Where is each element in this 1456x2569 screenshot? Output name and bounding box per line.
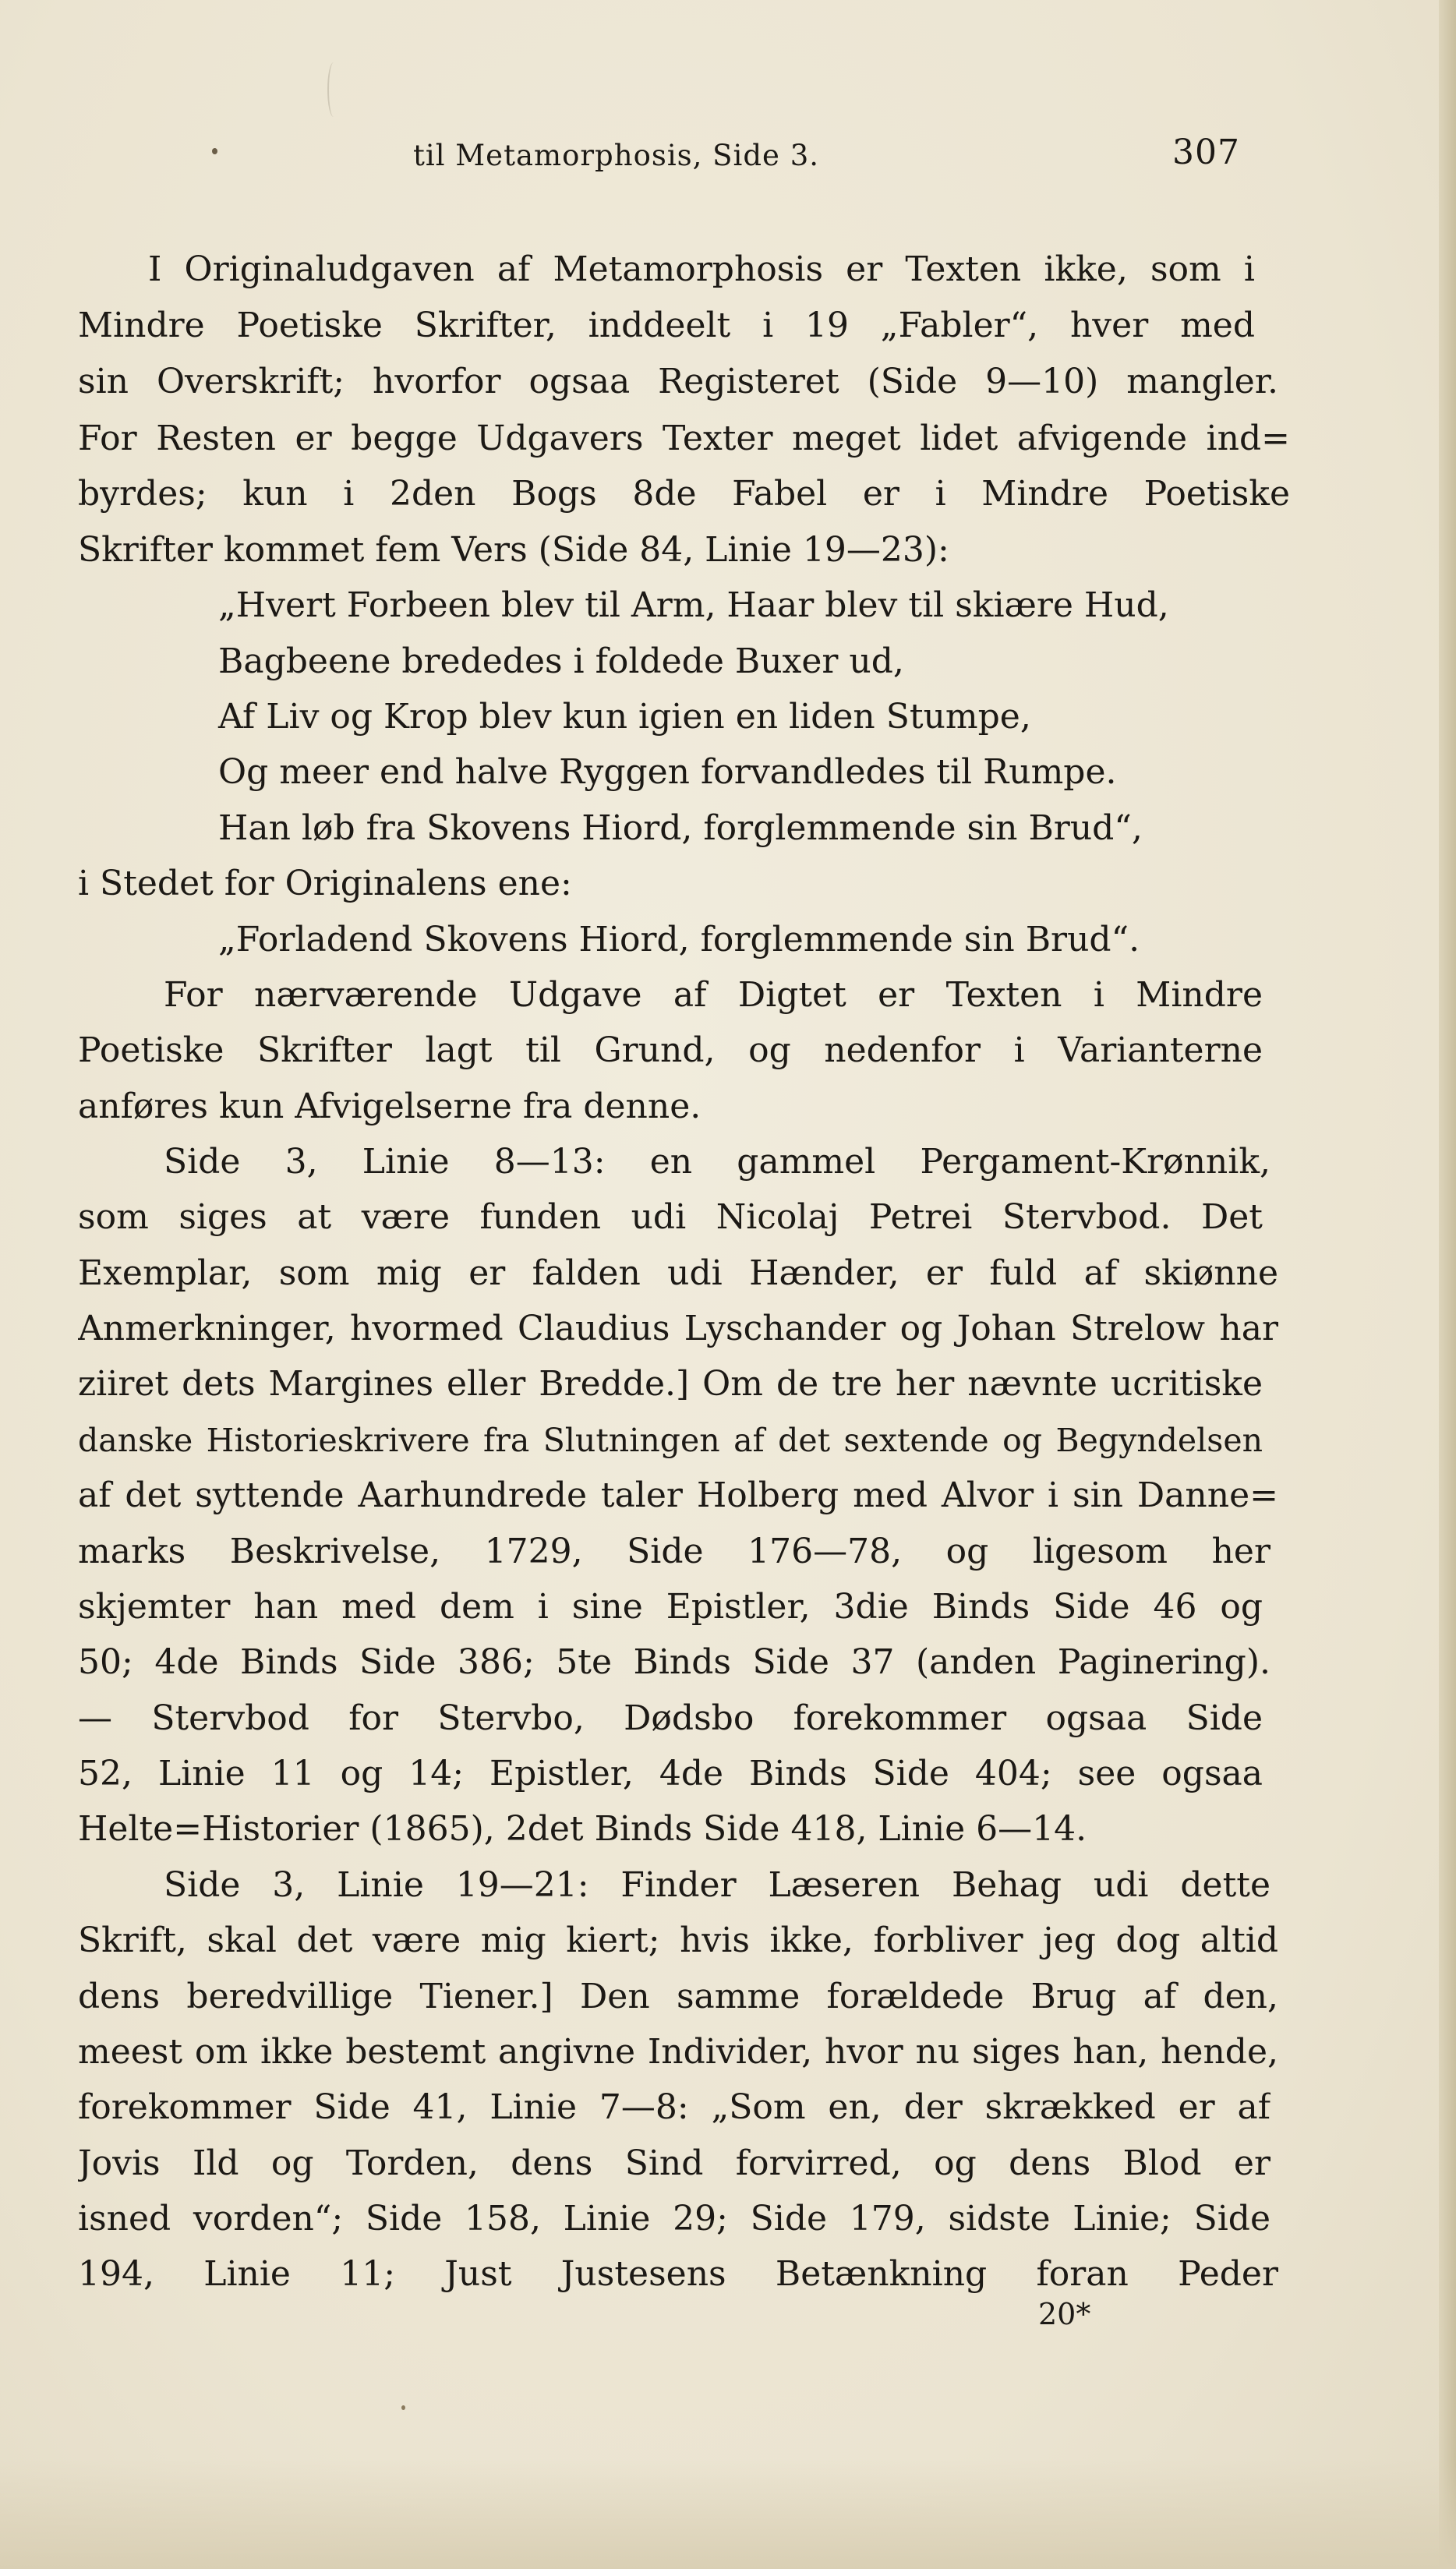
text-line: For Resten er begge Udgavers Texter meget lidet afvigende ind= [78,419,1290,458]
text-line: meest om ikke bestemt angivne Individer, hvor nu siges han, hende, [78,2032,1278,2072]
text-line: I Originaludgaven af Metamorphosis er Texten ikke, som i [148,249,1255,289]
text-line: danske Historieskrivere fra Slutningen af det sextende og Begyndelsen [78,1422,1263,1459]
text-line: skjemter han med dem i sine Epistler, 3die Binds Side 46 og [78,1587,1263,1627]
verse-line: „Hvert Forbeen blev til Arm, Haar blev til skiære Hud, [218,585,1169,625]
text-line: sin Overskrift; hvorfor ogsaa Registeret (Side 9—10) mangler. [78,362,1278,401]
text-line: Helte=Historier (1865), 2det Binds Side 418, Linie 6—14. [78,1809,1087,1849]
text-line: Poetiske Skrifter lagt til Grund, og nedenfor i Varianterne [78,1030,1263,1070]
verse-line: Han løb fra Skovens Hiord, forglemmende sin Brud“, [218,808,1143,848]
verse-line: Bagbeene brededes i foldede Buxer ud, [218,641,904,681]
running-title: til Metamorphosis, Side 3. [413,139,820,172]
page-number: 307 [1172,133,1240,172]
text-line: af det syttende Aarhundrede taler Holberg med Alvor i sin Danne= [78,1475,1278,1515]
page-edge-bottom [0,2460,1456,2569]
verse-line: Af Liv og Krop blev kun igien en liden Stumpe, [218,697,1031,737]
text-line: ziiret dets Margines eller Bredde.] Om de tre her nævnte ucritiske [78,1364,1263,1404]
text-line: marks Beskrivelse, 1729, Side 176—78, og ligesom her [78,1532,1270,1571]
text-line: Exemplar, som mig er falden udi Hænder, er fuld af skiønne [78,1253,1278,1293]
text-line: i Stedet for Originalens ene: [78,864,572,903]
text-line: dens beredvillige Tiener.] Den samme forældede Brug af den, [78,1977,1278,2016]
text-line: Side 3, Linie 19—21: Finder Læseren Behag udi dette [164,1865,1270,1905]
text-line: byrdes; kun i 2den Bogs 8de Fabel er i Mindre Poetiske [78,474,1290,514]
text-line: Skrift, skal det være mig kiert; hvis ikke, forbliver jeg dog altid [78,1921,1278,1960]
text-line: forekommer Side 41, Linie 7—8: „Som en, der skrækked er af [78,2087,1270,2127]
verse-line: „Forladend Skovens Hiord, forglemmende sin Brud“. [218,920,1140,959]
text-line: Anmerkninger, hvormed Claudius Lyschander og Johan Strelow har [78,1309,1278,1348]
text-line: isned vorden“; Side 158, Linie 29; Side 179, sidste Linie; Side [78,2199,1270,2239]
text-line: Skrifter kommet fem Vers (Side 84, Linie 19—23): [78,530,949,570]
text-line: 194, Linie 11; Just Justesens Betænkning foran Peder [78,2254,1278,2294]
text-line: Mindre Poetiske Skrifter, inddeelt i 19 „Fabler“, hver med [78,306,1255,345]
signature-mark: 20* [1038,2297,1091,2331]
text-line: 50; 4de Binds Side 386; 5te Binds Side 37 (anden Paginering). [78,1642,1270,1682]
text-line: Jovis Ild og Torden, dens Sind forvirred, og dens Blod er [78,2143,1270,2183]
verse-line: Og meer end halve Ryggen forvandledes til Rumpe. [218,752,1117,792]
text-line: — Stervbod for Stervbo, Dødsbo forekommer ogsaa Side [78,1698,1263,1738]
text-line: anføres kun Afvigelserne fra denne. [78,1087,701,1126]
text-line: For nærværende Udgave af Digtet er Texten i Mindre [164,975,1263,1015]
text-line: 52, Linie 11 og 14; Epistler, 4de Binds Side 404; see ogsaa [78,1754,1263,1793]
text-line: Side 3, Linie 8—13: en gammel Pergament-Krønnik, [164,1142,1270,1182]
text-line: som siges at være funden udi Nicolaj Petrei Stervbod. Det [78,1197,1263,1237]
